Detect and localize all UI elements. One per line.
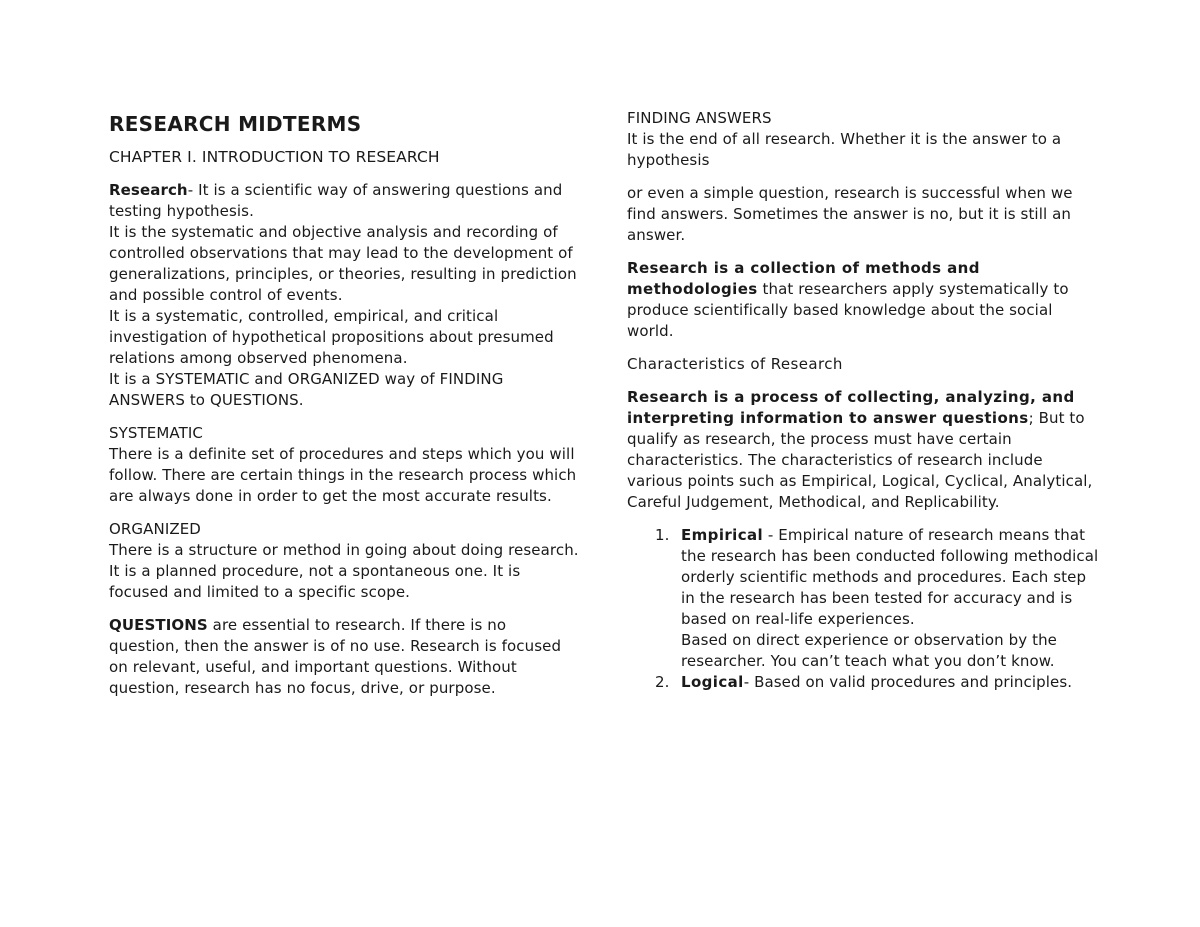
list-number: 2. bbox=[655, 673, 670, 691]
finding-answers-heading: FINDING ANSWERS bbox=[627, 109, 772, 127]
finding-answers-text: It is the end of all research. Whether it is the answer to a hypothesis bbox=[627, 130, 1062, 169]
organized-text: There is a structure or method in going about doing research. It is a planned procedure, not a spontaneous one. It is focused and limited to a specific scope. bbox=[109, 541, 579, 601]
right-column bbox=[627, 108, 1099, 693]
organized-section bbox=[109, 519, 579, 603]
questions-text: are essential to research. If there is no question, then the answer is of no use. Research is focused on relevant, useful, and important questions. Without question, research has no focus, drive, or purpose. bbox=[109, 616, 562, 697]
systematic-text: There is a definite set of procedures and steps which you will follow. There are certain things in the research process which are always done in order to get the most accurate results. bbox=[109, 445, 577, 505]
organized-heading: ORGANIZED bbox=[109, 520, 201, 538]
list-number: 1. bbox=[655, 526, 670, 544]
list-text: - Empirical nature of research means that the research has been conducted following methodical orderly scientific methods and procedures. Each step in the research has been tested for accuracy and is based on real-life experiences. bbox=[681, 526, 1099, 628]
questions-paragraph bbox=[109, 615, 579, 699]
document-title: RESEARCH MIDTERMS bbox=[109, 112, 362, 136]
collection-bold: Research is a collection of methods and methodologies bbox=[627, 259, 980, 298]
process-text: ; But to qualify as research, the process must have certain characteristics. The characteristics of research include various points such as Empirical, Logical, Cyclical, Analytical, Careful Judgement, Methodical, and Replicability. bbox=[627, 409, 1093, 511]
finding-answers-continuation: or even a simple question, research is successful when we find answers. Sometimes the answer is no, but it is still an answer. bbox=[627, 184, 1073, 244]
definition-line: It is a SYSTEMATIC and ORGANIZED way of FINDING ANSWERS to QUESTIONS. bbox=[109, 370, 504, 409]
finding-answers-section bbox=[627, 108, 1099, 171]
collection-text: that researchers apply systematically to produce scientifically based knowledge about the social world. bbox=[627, 280, 1069, 340]
collection-paragraph bbox=[627, 258, 1099, 342]
process-bold: Research is a process of collecting, analyzing, and interpreting information to answer questions bbox=[627, 388, 1075, 427]
left-column bbox=[109, 108, 579, 711]
research-definition-text: - It is a scientific way of answering questions and testing hypothesis. bbox=[109, 181, 563, 220]
list-item bbox=[655, 525, 1099, 672]
list-item bbox=[655, 672, 1099, 693]
characteristics-heading: Characteristics of Research bbox=[627, 355, 843, 373]
chapter-heading: CHAPTER I. INTRODUCTION TO RESEARCH bbox=[109, 148, 440, 166]
characteristics-list bbox=[627, 525, 1099, 693]
systematic-heading: SYSTEMATIC bbox=[109, 424, 203, 442]
list-text: - Based on valid procedures and principles. bbox=[743, 673, 1073, 691]
list-extra: Based on direct experience or observation by the researcher. You can’t teach what you don’t know. bbox=[681, 631, 1057, 670]
research-definitions bbox=[109, 180, 579, 411]
process-paragraph bbox=[627, 387, 1099, 513]
list-term: Logical bbox=[681, 673, 744, 691]
definition-line: It is a systematic, controlled, empirical, and critical investigation of hypothetical propositions about presumed relations among observed phenomena. bbox=[109, 307, 554, 367]
list-term: Empirical bbox=[681, 526, 764, 544]
definition-line: It is the systematic and objective analysis and recording of controlled observations that may lead to the development of generalizations, principles, or theories, resulting in prediction and possible control of events. bbox=[109, 223, 577, 304]
research-term: Research bbox=[109, 181, 188, 199]
systematic-section bbox=[109, 423, 579, 507]
questions-term: QUESTIONS bbox=[109, 616, 208, 634]
